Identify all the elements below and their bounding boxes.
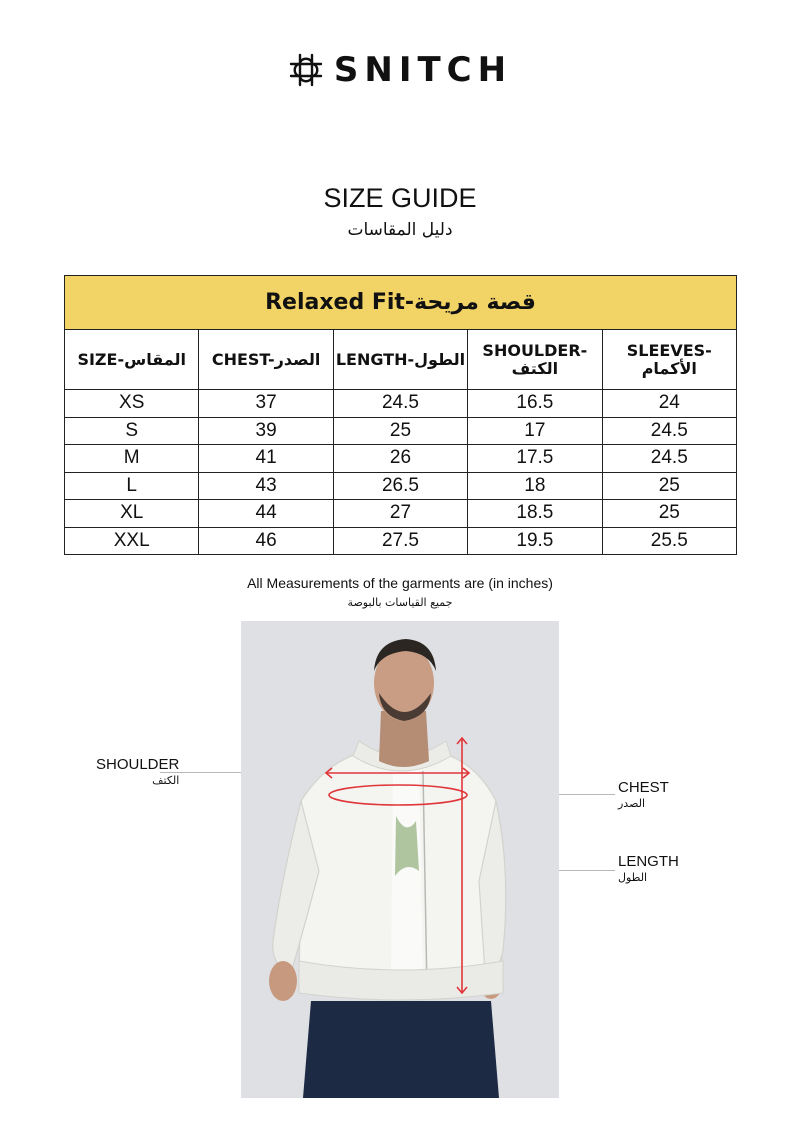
column-header — [199, 330, 333, 390]
column-header-label-arabic: الأكمام — [641, 358, 697, 378]
table-cell: 25 — [602, 500, 736, 528]
table-cell: L — [65, 472, 199, 500]
page-subtitle-arabic: دليل المقاسات — [347, 220, 453, 240]
page-title: SIZE GUIDE — [323, 183, 477, 213]
table-cell: 17.5 — [468, 445, 602, 473]
table-cell: 25 — [602, 472, 736, 500]
measurement-note-arabic: جميع القياسات بالبوصة — [347, 596, 453, 609]
hash-grid-logo-icon — [288, 52, 324, 88]
table-cell: 17 — [468, 417, 602, 445]
table-cell: 24.5 — [602, 445, 736, 473]
length-callout — [618, 853, 679, 884]
table-row — [65, 472, 737, 500]
column-header-label: SLEEVES- — [626, 340, 712, 360]
table-cell: XXL — [65, 527, 199, 555]
table-cell: 16.5 — [468, 390, 602, 418]
table-cell: M — [65, 445, 199, 473]
table-cell: S — [65, 417, 199, 445]
table-cell: 27 — [333, 500, 467, 528]
chest-label: CHEST — [618, 779, 669, 796]
length-label-arabic: الطول — [618, 871, 648, 884]
table-cell: 41 — [199, 445, 333, 473]
table-cell: XS — [65, 390, 199, 418]
fit-title: Relaxed Fit-قصة مريحة — [65, 276, 737, 330]
table-cell: 18.5 — [468, 500, 602, 528]
table-row — [65, 445, 737, 473]
table-cell: 24.5 — [602, 417, 736, 445]
table-row — [65, 527, 737, 555]
table-row — [65, 500, 737, 528]
table-cell: XL — [65, 500, 199, 528]
table-cell: 43 — [199, 472, 333, 500]
table-cell: 26 — [333, 445, 467, 473]
table-cell: 24.5 — [333, 390, 467, 418]
shoulder-label-arabic: الكتف — [152, 774, 180, 787]
table-cell: 25.5 — [602, 527, 736, 555]
column-header-label: SIZE-المقاس — [77, 349, 186, 369]
length-label: LENGTH — [618, 853, 679, 870]
column-header-label: CHEST-الصدر — [211, 349, 321, 369]
brand-name: SNITCH — [333, 50, 513, 90]
table-cell: 39 — [199, 417, 333, 445]
table-row — [65, 417, 737, 445]
shoulder-label: SHOULDER — [96, 756, 180, 773]
model-photo — [241, 621, 559, 1098]
chest-callout — [618, 779, 669, 810]
column-header — [65, 330, 199, 390]
table-cell: 19.5 — [468, 527, 602, 555]
table-cell: 25 — [333, 417, 467, 445]
table-cell: 37 — [199, 390, 333, 418]
table-cell: 18 — [468, 472, 602, 500]
table-cell: 26.5 — [333, 472, 467, 500]
brand-logo — [0, 50, 800, 90]
model-illustration — [241, 621, 559, 1098]
column-header-label: SHOULDER- — [482, 340, 588, 360]
table-cell: 44 — [199, 500, 333, 528]
column-header — [602, 330, 736, 390]
column-header — [468, 330, 602, 390]
table-cell: 27.5 — [333, 527, 467, 555]
column-header-label: LENGTH-الطول — [335, 349, 466, 369]
column-header-label-arabic: الكتف — [511, 358, 559, 378]
measurement-note: All Measurements of the garments are (in inches) — [247, 575, 553, 591]
table-row — [65, 390, 737, 418]
table-header-row — [65, 330, 737, 390]
chest-label-arabic: الصدر — [618, 797, 646, 810]
size-table — [64, 275, 737, 555]
table-cell: 24 — [602, 390, 736, 418]
column-header — [333, 330, 467, 390]
table-cell: 46 — [199, 527, 333, 555]
shoulder-callout — [96, 756, 179, 787]
